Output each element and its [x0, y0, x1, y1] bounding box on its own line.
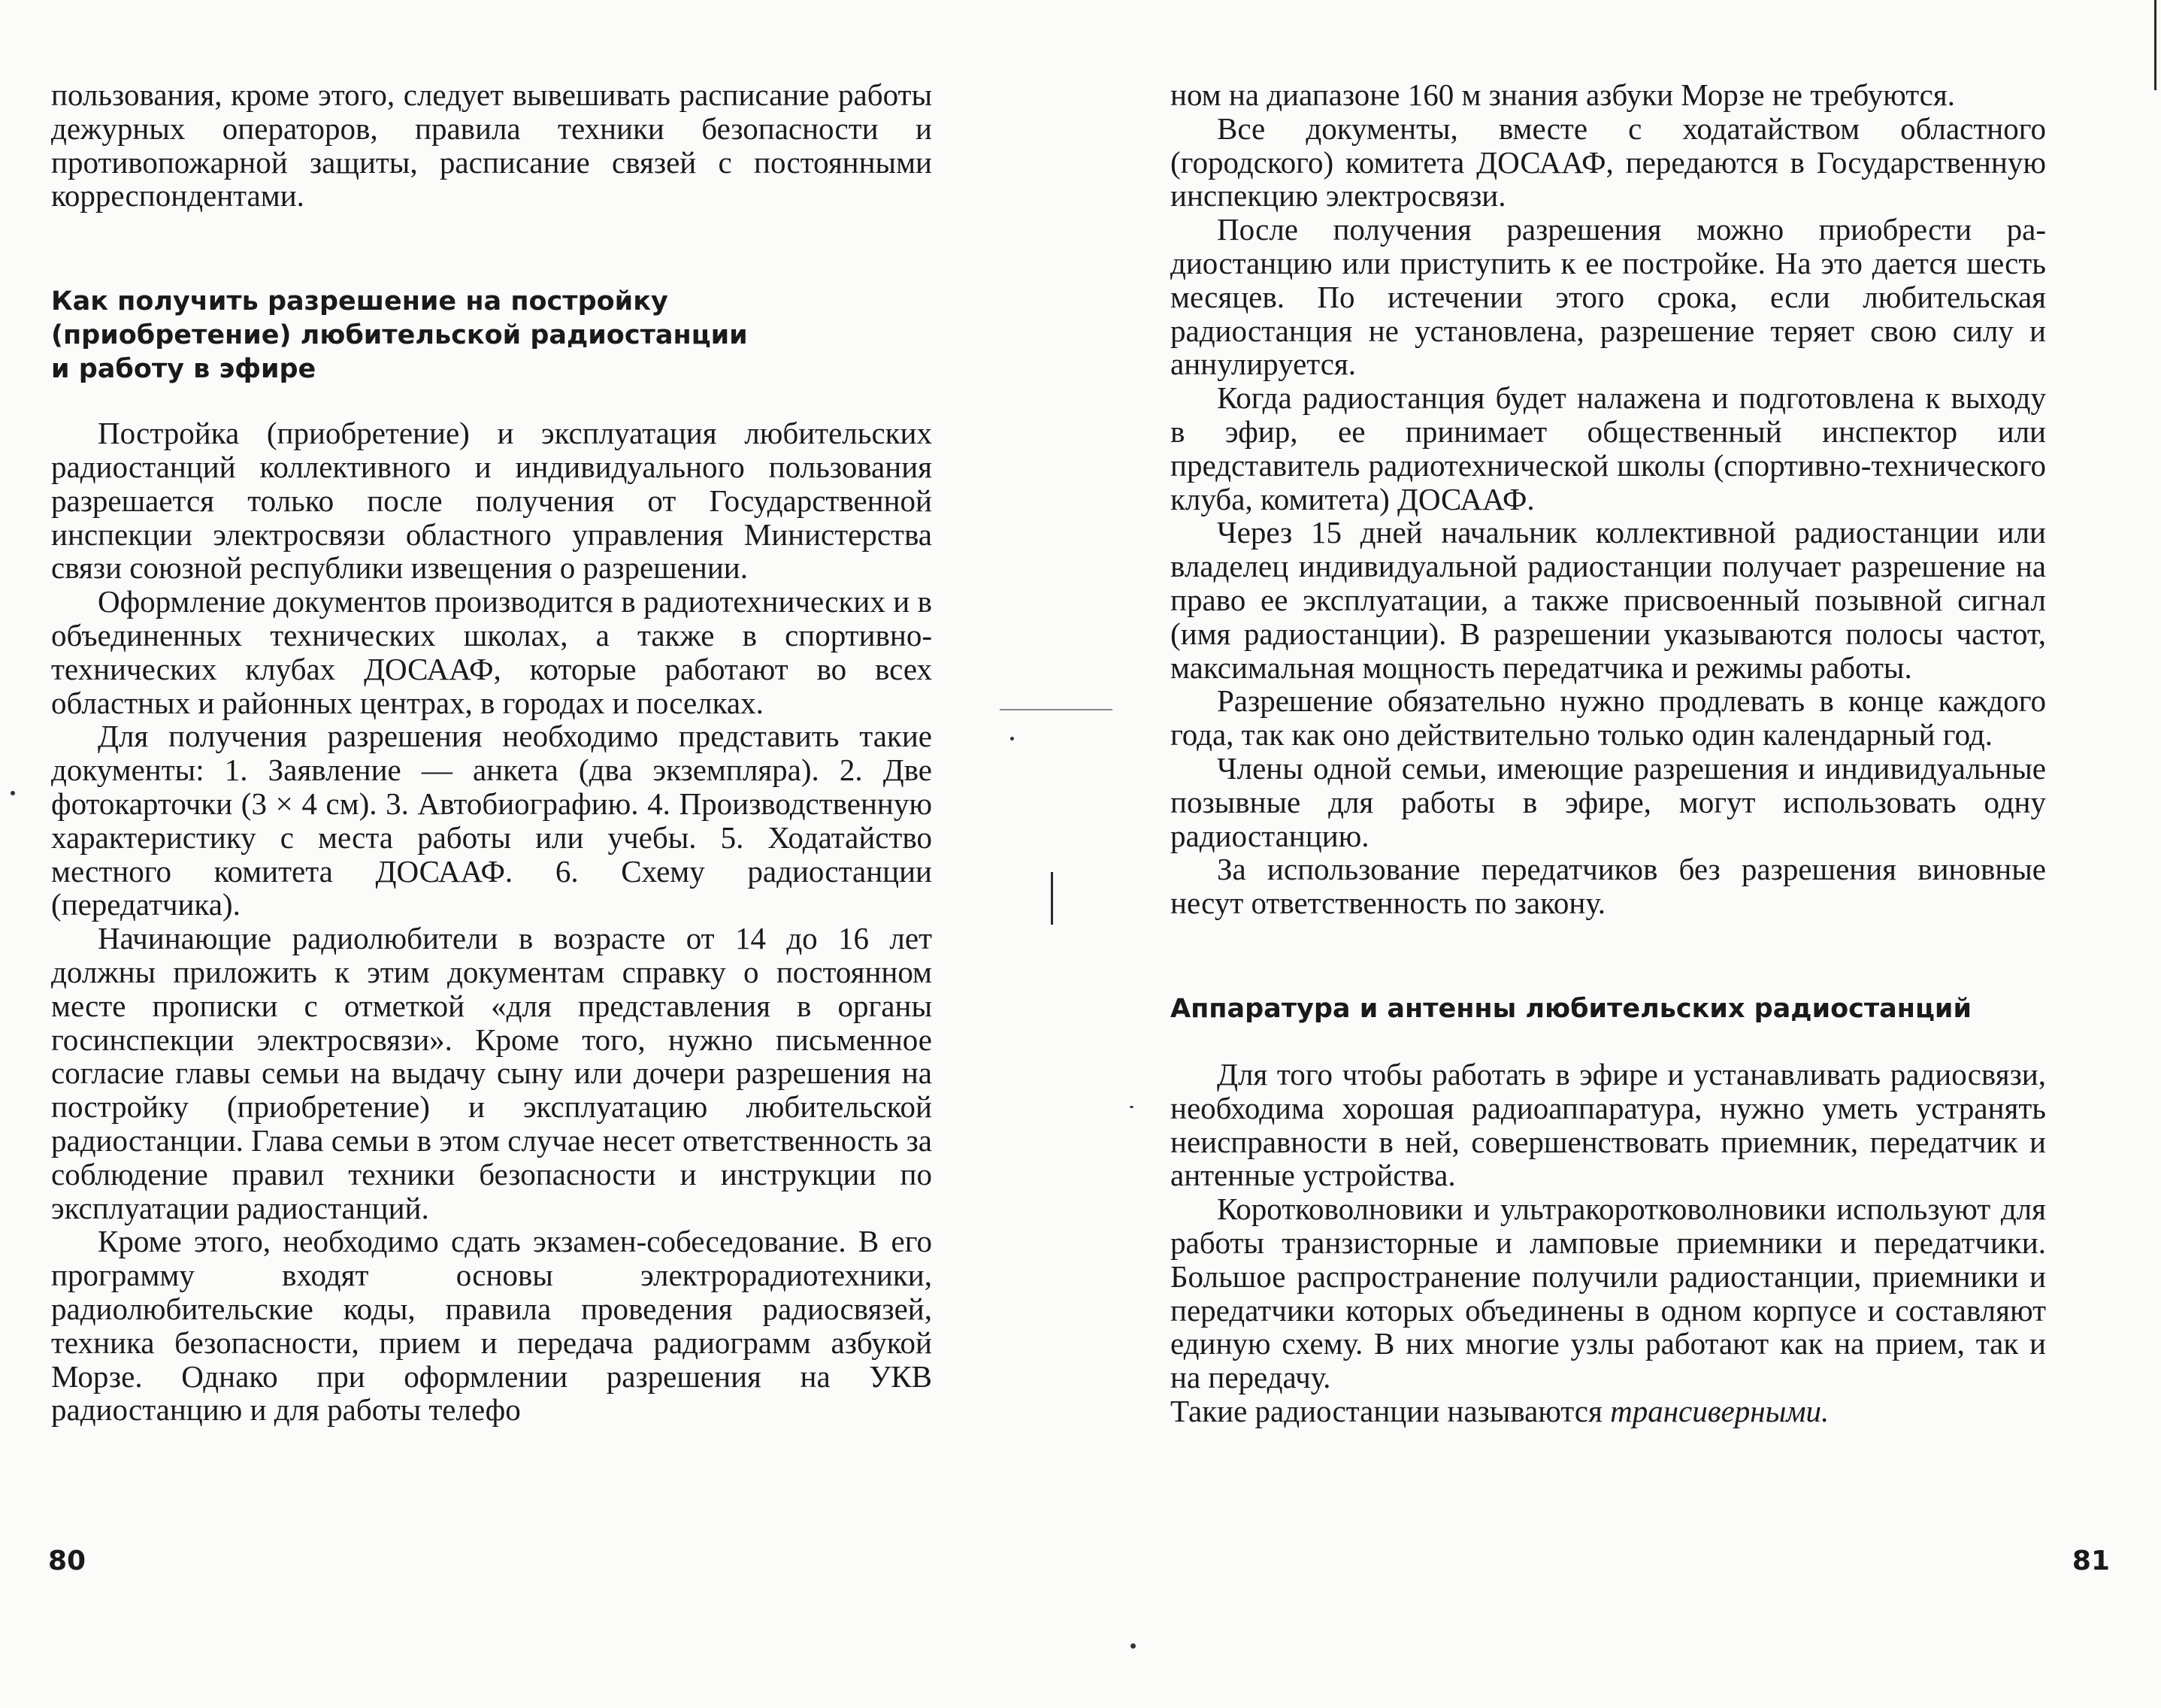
paragraph: Через 15 дней начальник коллективной радиостанции или владелец индивидуальной радиостанции получает разрешение на право ее эксплуатации, а также присвоенный позывной сигнал (имя радиостанции). В разрешении указываются полосы частот, максимальная мощность передатчика и режимы работы.: [1170, 515, 2046, 685]
scan-speck: [11, 791, 15, 795]
paragraph: Для получения разрешения необходимо представить такие документы: 1. Заявление — анкета (два экземпляра). 2. Две фотокарточки (3 × 4 см). 3. Автобиографию. 4. Производственную характеристику с места работы или учебы. 5. Ходатайство местного комитета ДОСААФ. 6. Схему радиостанции (передатчика).: [51, 719, 932, 922]
paragraph: Члены одной семьи, имеющие разрешения и индивидуальные позывные для работы в эфире, могут использовать одну радиостанцию.: [1170, 750, 2046, 853]
paragraph: За использование передатчиков без разрешения виновные несут ответственность по закону.: [1170, 852, 2046, 921]
paragraph: После получения разрешения можно приобрести радиостанцию или приступить к ее постройке. На это дается шесть месяцев. По истечении этого срока, если любительская радиостанция не установлена, разрешение теряет свою силу и аннулируется.: [1170, 212, 2046, 382]
page-number: 81: [2072, 1546, 2110, 1576]
right-text-column: [1170, 78, 2046, 1428]
heading-line: (приобретение) любительской радиостанции: [51, 320, 748, 351]
scan-mark: [1000, 709, 1112, 710]
paragraph: Постройка (приобретение) и эксплуатация любительских радиостанций коллективного и индивидуального пользования разрешается только после получения от Государственной инспекции электросвязи областного управления Министерства связи союзной республики извещения о разрешении.: [51, 416, 932, 586]
section-heading-equipment: Аппаратура и антенны любительских радиостанций: [1170, 993, 1972, 1024]
paragraph: пользования, кроме этого, следует вывешивать расписание работы дежурных операторов, правила техники безопасности и противопожарной защиты, расписание связей с постоянными корреспондентами.: [51, 77, 932, 214]
heading-line: и работу в эфире: [51, 354, 316, 385]
paragraph: Начинающие радиолюбители в возрасте от 14 до 16 лет должны приложить к этим документам справку о постоянном месте прописки с отметкой «для представления в органы госинспекции электросвязи». Кроме того, нужно письменное согласие главы семьи на выдачу сыну или дочери разрешения на постройку (приобретение) и эксплуатацию любительской радиостанции. Глава семьи в этом случае несет ответственность за соблюдение правил техники безопасности и инструкции по эксплуатации радиостанций.: [51, 921, 932, 1225]
italic-term: трансиверными.: [1610, 1393, 1830, 1428]
left-text-column: [51, 78, 932, 1427]
paragraph: Для того чтобы работать в эфире и устанавливать радиосвязи, необходима хорошая радиоаппаратура, нужно уметь устранять неисправности в ней, совершенствовать приемник, передатчик и антенные устройства.: [1170, 1056, 2046, 1193]
right-page: [1080, 0, 2161, 1708]
paragraph: Кроме этого, необходимо сдать экзамен-собеседование. В его программу входят основы электрорадиотехники, радиолюбительские коды, правила проведения радиосвязей, техника безопасности, прием и передача радиограмм азбукой Морзе. Однако при оформлении разрешения на УКВ радиостанцию и для работы телефо: [51, 1224, 932, 1428]
paragraph: Все документы, вместе с ходатайством областного (городского) комитета ДОСААФ, передаются в Государственную инспекцию электросвязи.: [1170, 111, 2046, 214]
paragraph: Коротковолновики и ультракоротковолновики используют для работы транзисторные и ламповые приемники и передатчики. Большое распространение получили радиостанции, приемники и передатчики которых объединены в одном корпусе и составляют единую схему. В них многие узлы работают как на прием, так и на передачу.: [1170, 1192, 2046, 1395]
page-number: 80: [48, 1546, 86, 1576]
paragraph-last-line: [1170, 1395, 2046, 1428]
paragraph: Разрешение обязательно нужно продлевать в конце каждого года, так как оно действительно только один календарный год.: [1170, 683, 2046, 753]
section-heading-permission: [51, 285, 932, 386]
scan-speck: [1130, 1106, 1133, 1108]
heading-line: Как получить разрешение на постройку: [51, 286, 668, 317]
scan-mark: [1051, 872, 1053, 925]
last-line-text: Такие радиостанции называются: [1170, 1393, 1611, 1428]
scan-speck: [1010, 737, 1014, 740]
scan-speck: [1130, 1643, 1136, 1649]
paragraph: Оформление документов производится в радиотехнических и в объединенных технических школах, а также в спортивно-технических клубах ДОСААФ, которые работают во всех областных и районных центрах, в городах и поселках.: [51, 584, 932, 720]
page-edge-mark: [2154, 0, 2156, 90]
left-page: [0, 0, 1080, 1708]
paragraph: ном на диапазоне 160 м знания азбуки Морзе не требуются.: [1170, 77, 1955, 112]
paragraph: Когда радиостанция будет налажена и подготовлена к выходу в эфир, ее принимает общественный инспектор или представитель радиотехнической школы (спортивно-технического клуба, комитета) ДОСААФ.: [1170, 380, 2046, 516]
